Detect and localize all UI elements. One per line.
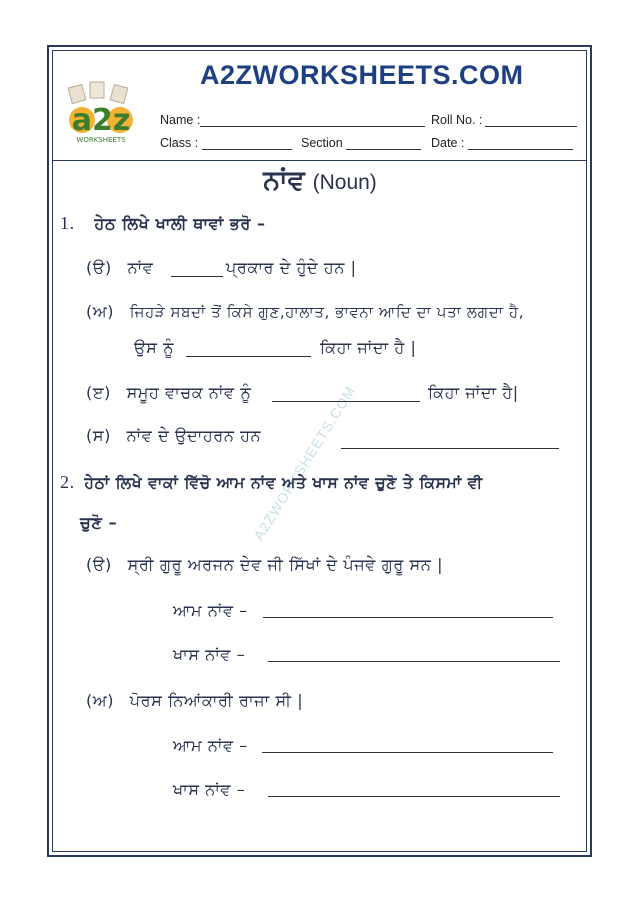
class-blank[interactable] xyxy=(202,149,292,150)
roll-label: Roll No. : xyxy=(431,113,483,127)
q1-item-d-blank[interactable] xyxy=(341,448,559,449)
q1-item-c xyxy=(86,383,251,403)
class-label: Class : xyxy=(160,136,199,150)
q1-item-b-line1: ਜਿਹੜੇ ਸਬਦਾਂ ਤੋਂ ਕਿਸੇ ਗੁਣ,ਹਾਲਾਤ, ਭਾਵਨਾ ਆਦਿ ਦਾ ਪਤਾ ਲਗਦਾ ਹੈ, xyxy=(129,303,525,321)
section-label: Section xyxy=(301,136,343,150)
q2-item-b xyxy=(86,691,303,711)
date-field xyxy=(431,136,573,150)
title-english: (Noun) xyxy=(312,171,377,194)
q2-item-b-sentence: ਪੋਰਸ ਨਿਆਂਕਾਰੀ ਰਾਜਾ ਸੀ | xyxy=(129,691,304,710)
date-blank[interactable] xyxy=(468,149,573,150)
q2-item-b-proper-label: ਖਾਸ ਨਾਂਵ – xyxy=(173,780,246,799)
q1-item-b-before: ਉਸ ਨੂੰ xyxy=(134,338,175,357)
q2-number: 2. xyxy=(60,472,75,492)
q1-item-c-before: ਸਮੂਹ ਵਾਚਕ ਨਾਂਵ ਨੂੰ xyxy=(126,383,252,402)
date-label: Date : xyxy=(431,136,465,150)
roll-blank[interactable] xyxy=(485,126,577,127)
header-divider xyxy=(52,160,587,161)
q2-heading-line1: ਹੇਠਾਂ ਲਿਖੇ ਵਾਕਾਂ ਵਿੱਚੋ ਆਮ ਨਾਂਵ ਅਤੇ ਖਾਸ ਨਾਂਵ ਚੁਣੋ ਤੇ ਕਿਸਮਾਂ ਵੀ xyxy=(84,474,483,492)
q1-item-a-marker: (ੳ) xyxy=(86,258,112,277)
q1-number: 1. xyxy=(60,213,75,233)
q1-heading xyxy=(60,213,266,234)
q1-item-d-before: ਨਾਂਵ ਦੇ ਉਦਾਹਰਨ ਹਨ xyxy=(126,426,262,445)
site-logo xyxy=(60,80,142,146)
section-field xyxy=(301,136,421,150)
q2-item-a-proper-blank[interactable] xyxy=(268,661,560,662)
q2-item-a-common-label: ਆਮ ਨਾਂਵ – xyxy=(173,601,248,620)
name-blank[interactable] xyxy=(200,126,425,127)
q1-item-c-marker: (ੲ) xyxy=(86,383,111,402)
q1-item-a-before: ਨਾਂਵ xyxy=(127,258,154,277)
q1-item-c-blank[interactable] xyxy=(272,401,420,402)
title-punjabi: ਨਾਂਵ xyxy=(263,165,305,196)
q2-item-b-proper-blank[interactable] xyxy=(268,796,560,797)
q1-item-a-after: ਪ੍ਰਕਾਰ ਦੇ ਹੁੰਦੇ ਹਨ | xyxy=(226,258,357,277)
q1-item-a xyxy=(86,258,153,278)
class-field xyxy=(160,136,292,150)
q1-item-c-after: ਕਿਹਾ ਜਾਂਦਾ ਹੈ| xyxy=(428,383,519,402)
q1-item-a-blank[interactable] xyxy=(171,276,223,277)
q2-item-b-common-label: ਆਮ ਨਾਂਵ – xyxy=(173,736,248,755)
q1-item-d-marker: (ਸ) xyxy=(86,426,111,445)
site-title: A2ZWORKSHEETS.COM xyxy=(200,60,524,90)
q1-item-b xyxy=(86,302,524,322)
worksheet-title xyxy=(0,165,640,197)
q2-item-b-marker: (ਅ) xyxy=(86,691,115,710)
q1-item-b-blank[interactable] xyxy=(186,356,311,357)
q2-item-a-common-blank[interactable] xyxy=(263,617,553,618)
watermark: A2ZWORKSHEETS.COM xyxy=(250,382,359,544)
q1-item-b-after: ਕਿਹਾ ਜਾਂਦਾ ਹੈ | xyxy=(320,338,417,357)
q2-item-a-marker: (ੳ) xyxy=(86,555,112,574)
q1-heading-text: ਹੇਠ ਲਿਖੇ ਖਾਲੀ ਥਾਵਾਂ ਭਰੋ – xyxy=(94,214,266,233)
name-label: Name : xyxy=(160,113,201,127)
name-field xyxy=(160,113,425,127)
q2-item-a xyxy=(86,555,443,575)
q2-heading-line2: ਚੁਣੋ – xyxy=(80,513,118,532)
q2-item-a-proper-label: ਖਾਸ ਨਾਂਵ – xyxy=(173,645,246,664)
q2-item-a-sentence: ਸ੍ਰੀ ਗੁਰੂ ਅਰਜਨ ਦੇਵ ਜੀ ਸਿੱਖਾਂ ਦੇ ਪੰਜਵੇ ਗੁਰੂ ਸਨ | xyxy=(127,555,444,574)
section-blank[interactable] xyxy=(346,149,421,150)
q2-heading xyxy=(60,472,483,493)
q2-item-b-common-blank[interactable] xyxy=(262,752,553,753)
q1-item-d xyxy=(86,426,261,446)
q1-item-b-marker: (ਅ) xyxy=(86,302,115,321)
roll-field xyxy=(431,113,577,127)
logo-subtext: WORKSHEETS xyxy=(76,136,126,144)
logo-mark-text: a2z xyxy=(71,103,131,138)
